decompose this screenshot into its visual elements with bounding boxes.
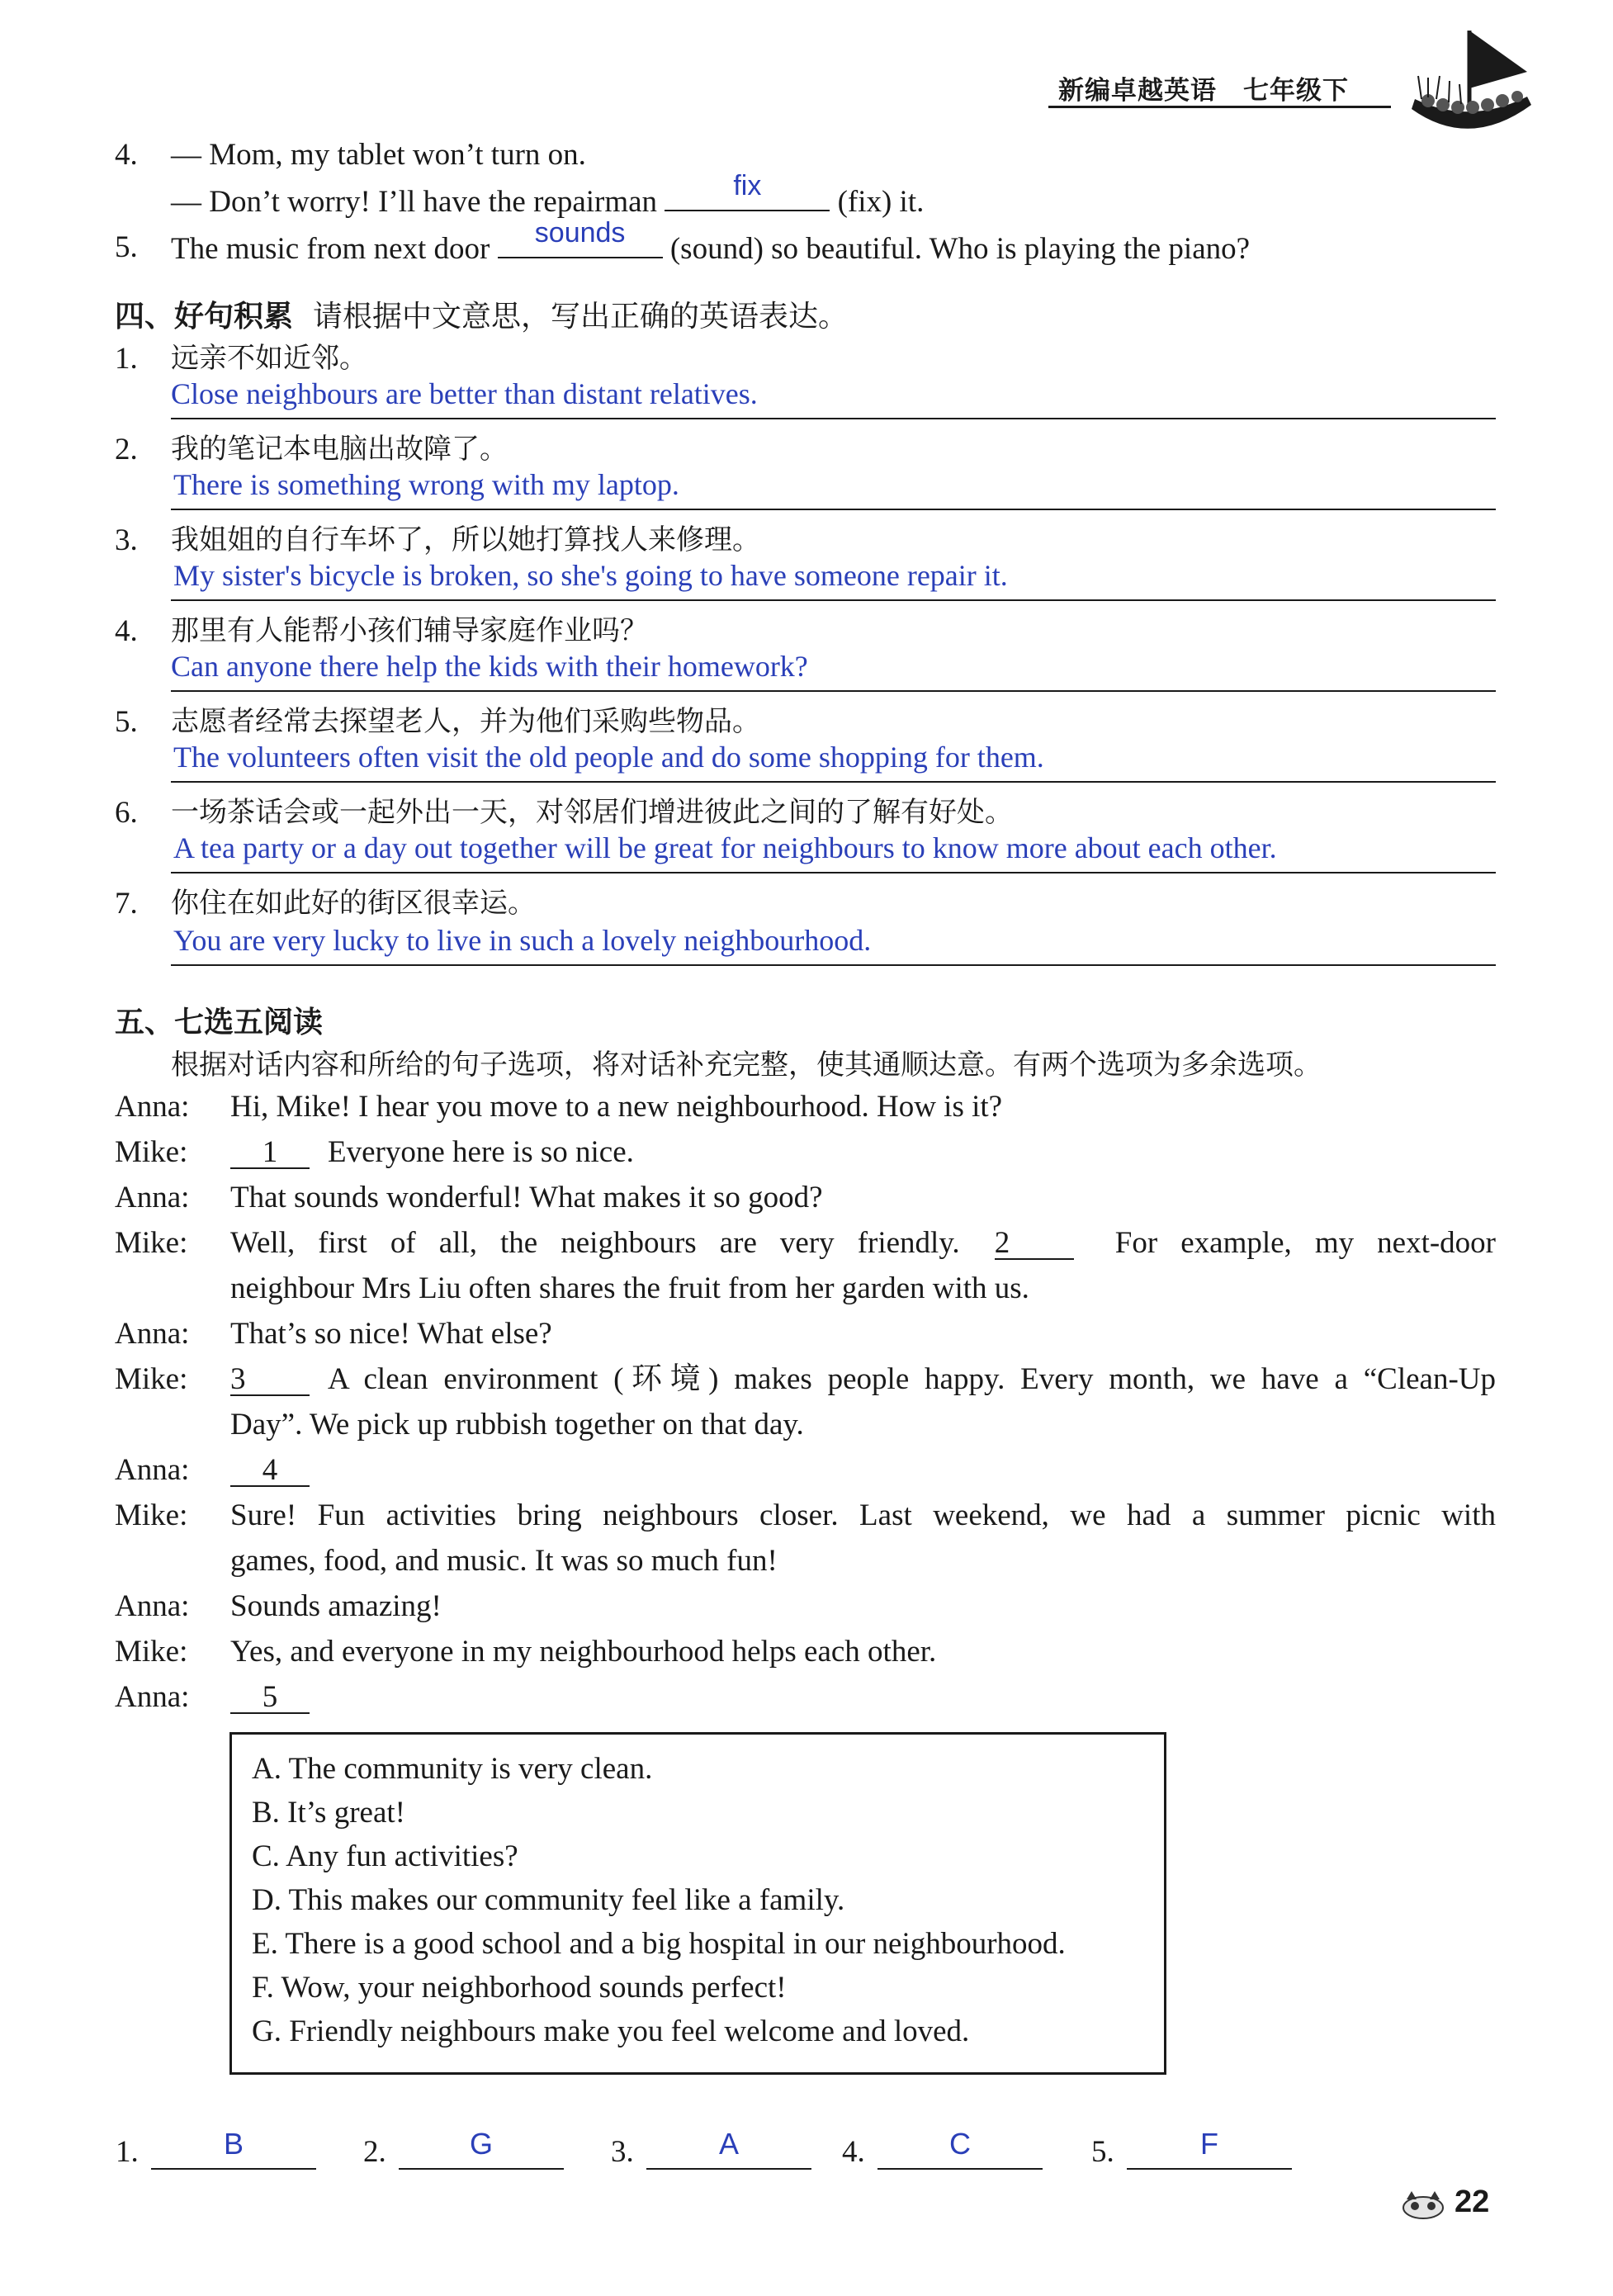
dialogue-blank-5[interactable]: 5 [230,1683,310,1714]
section4-heading [115,293,848,335]
dialogue-blank-1[interactable]: 1 [230,1138,310,1169]
section5-instruction: 根据对话内容和所给的句子选项，将对话补充完整，使其通顺达意。有两个选项为多余选项。 [171,1049,1322,1082]
q4-number: 4. [115,138,138,172]
sentence-number: 2. [115,433,138,466]
mascot-icon [1400,2188,1446,2221]
sentence-chinese: 一场茶话会或一起外出一天，对邻居们增进彼此之间的了解有好处。 [171,796,1013,829]
q5-number: 5. [115,230,138,264]
options-box [229,1732,1166,2075]
sentence-english-answer[interactable]: Can anyone there help the kids with their homework? [171,650,808,683]
speaker-label: Anna: [115,1680,190,1714]
sentence-chinese: 我姐姐的自行车坏了，所以她打算找人来修理。 [171,523,760,556]
speaker-label: Mike: [115,1226,188,1260]
q5-blank[interactable] [498,217,663,258]
section5-heading: 五、七选五阅读 [115,1006,324,1039]
sentence-english-answer[interactable]: My sister's bicycle is broken, so she's going to have someone repair it. [173,559,1008,592]
answer-line [171,964,1496,966]
sentence-chinese: 我的笔记本电脑出故障了。 [171,433,508,466]
q4-line1: — Mom, my tablet won’t turn on. [171,138,586,172]
section4-title: 四、好句积累 [115,300,294,334]
answer-line [171,599,1496,601]
dialogue-line [230,1220,1496,1266]
option-item: B. It’s great! [252,1796,405,1830]
dialogue-line-continued: Day”. We pick up rubbish together on that day. [230,1408,804,1442]
answer-value[interactable]: B [223,2127,244,2161]
sentence-number: 4. [115,614,138,648]
answer-blank [1127,2168,1292,2170]
speaker-label: Mike: [115,1362,188,1396]
speaker-label: Anna: [115,1181,190,1214]
answer-number: 3. [611,2135,634,2169]
answer-line [171,509,1496,510]
ship-logo-icon [1403,26,1535,150]
q4-answer: fix [733,170,762,201]
answer-blank [646,2168,811,2170]
q4-line2-after: (fix) it. [830,185,925,219]
option-item: E. There is a good school and a big hospital in our neighbourhood. [252,1927,1066,1961]
answer-number: 5. [1091,2135,1114,2169]
sentence-english-answer[interactable]: You are very lucky to live in such a lovely neighbourhood. [173,924,872,957]
option-item: A. The community is very clean. [252,1752,653,1786]
q5-before: The music from next door [171,232,498,266]
sentence-chinese: 那里有人能帮小孩们辅导家庭作业吗？ [171,614,648,647]
sentence-english-answer[interactable]: The volunteers often visit the old people and do some shopping for them. [173,741,1044,774]
q4-line2-before: — Don’t worry! I’ll have the repairman [171,185,665,219]
sentence-english-answer[interactable]: Close neighbours are better than distant relatives. [171,377,758,410]
dialogue-blank-3[interactable]: 3 [230,1365,310,1396]
option-item: G. Friendly neighbours make you feel welcome and loved. [252,2014,970,2048]
dialogue-line: That’s so nice! What else? [230,1317,552,1351]
answer-blank [151,2168,316,2170]
dialogue-line-continued: games, food, and music. It was so much fun! [230,1544,778,1578]
speaker-label: Mike: [115,1135,188,1169]
answer-value[interactable]: G [469,2127,493,2161]
sentence-number: 7. [115,887,138,921]
answer-line [171,690,1496,692]
page-number: 22 [1455,2185,1490,2219]
answer-line [171,418,1496,419]
sentence-number: 6. [115,796,138,830]
dialogue-line: Sounds amazing! [230,1589,442,1623]
dialogue-line: Hi, Mike! I hear you move to a new neighbourhood. How is it? [230,1090,1003,1124]
dialogue-line: Yes, and everyone in my neighbourhood helps each other. [230,1635,937,1669]
option-item: D. This makes our community feel like a family. [252,1883,845,1917]
dialogue-line: Sure! Fun activities bring neighbours closer. Last weekend, we had a summer picnic with [230,1498,1496,1532]
dialogue-text: Everyone here is so nice. [328,1135,634,1169]
option-item: C. Any fun activities? [252,1839,518,1873]
answer-value[interactable]: F [1200,2127,1218,2161]
dialogue-line [230,1129,1496,1175]
answer-number: 2. [363,2135,386,2169]
answer-blank [399,2168,564,2170]
q4-blank[interactable] [665,170,830,211]
dialogue-line [230,1447,1496,1493]
speaker-label: Mike: [115,1635,188,1669]
header-title: 新编卓越英语 七年级下 [1058,76,1349,106]
sentence-english-answer[interactable]: A tea party or a day out together will be great for neighbours to know more about each other. [173,831,1277,864]
sentence-chinese: 你住在如此好的街区很幸运。 [171,887,536,920]
speaker-label: Mike: [115,1498,188,1532]
answer-number: 4. [842,2135,865,2169]
answer-line [171,781,1496,783]
header-rule [1048,106,1391,108]
q5-answer: sounds [534,217,626,249]
q5-after: (sound) so beautiful. Who is playing the piano? [662,232,1251,266]
sentence-chinese: 志愿者经常去探望老人，并为他们采购些物品。 [171,705,760,738]
sentence-number: 1. [115,342,138,376]
dialogue-text: Well, first of all, the neighbours are very friendly. [230,1226,960,1260]
dialogue-blank-4[interactable]: 4 [230,1456,310,1487]
sentence-number: 5. [115,705,138,739]
dialogue-line-continued: neighbour Mrs Liu often shares the fruit from her garden with us. [230,1271,1029,1305]
q5-line [171,217,1251,268]
speaker-label: Anna: [115,1453,190,1487]
option-item: F. Wow, your neighborhood sounds perfect! [252,1971,787,2005]
dialogue-text: A clean environment (环境) makes people happy. Every month, we have a “Clean-Up [328,1362,1496,1396]
sentence-chinese: 远亲不如近邻。 [171,342,367,375]
running-header [1048,69,1395,111]
answer-blank [877,2168,1043,2170]
answer-value[interactable]: C [949,2127,971,2161]
sentence-english-answer[interactable]: There is something wrong with my laptop. [173,468,679,501]
speaker-label: Anna: [115,1090,190,1124]
dialogue-blank-2[interactable]: 2 [995,1228,1074,1260]
dialogue-text: For example, my next-door [1114,1226,1497,1260]
answer-line [171,872,1496,873]
dialogue-line [230,1356,1496,1402]
speaker-label: Anna: [115,1317,190,1351]
sentence-number: 3. [115,523,138,557]
answer-value[interactable]: A [718,2127,739,2161]
answer-number: 1. [116,2135,139,2169]
section4-instruction: 请根据中文意思，写出正确的英语表达。 [313,300,849,334]
dialogue-line [230,1674,1496,1720]
dialogue-line: That sounds wonderful! What makes it so good? [230,1181,823,1214]
speaker-label: Anna: [115,1589,190,1623]
